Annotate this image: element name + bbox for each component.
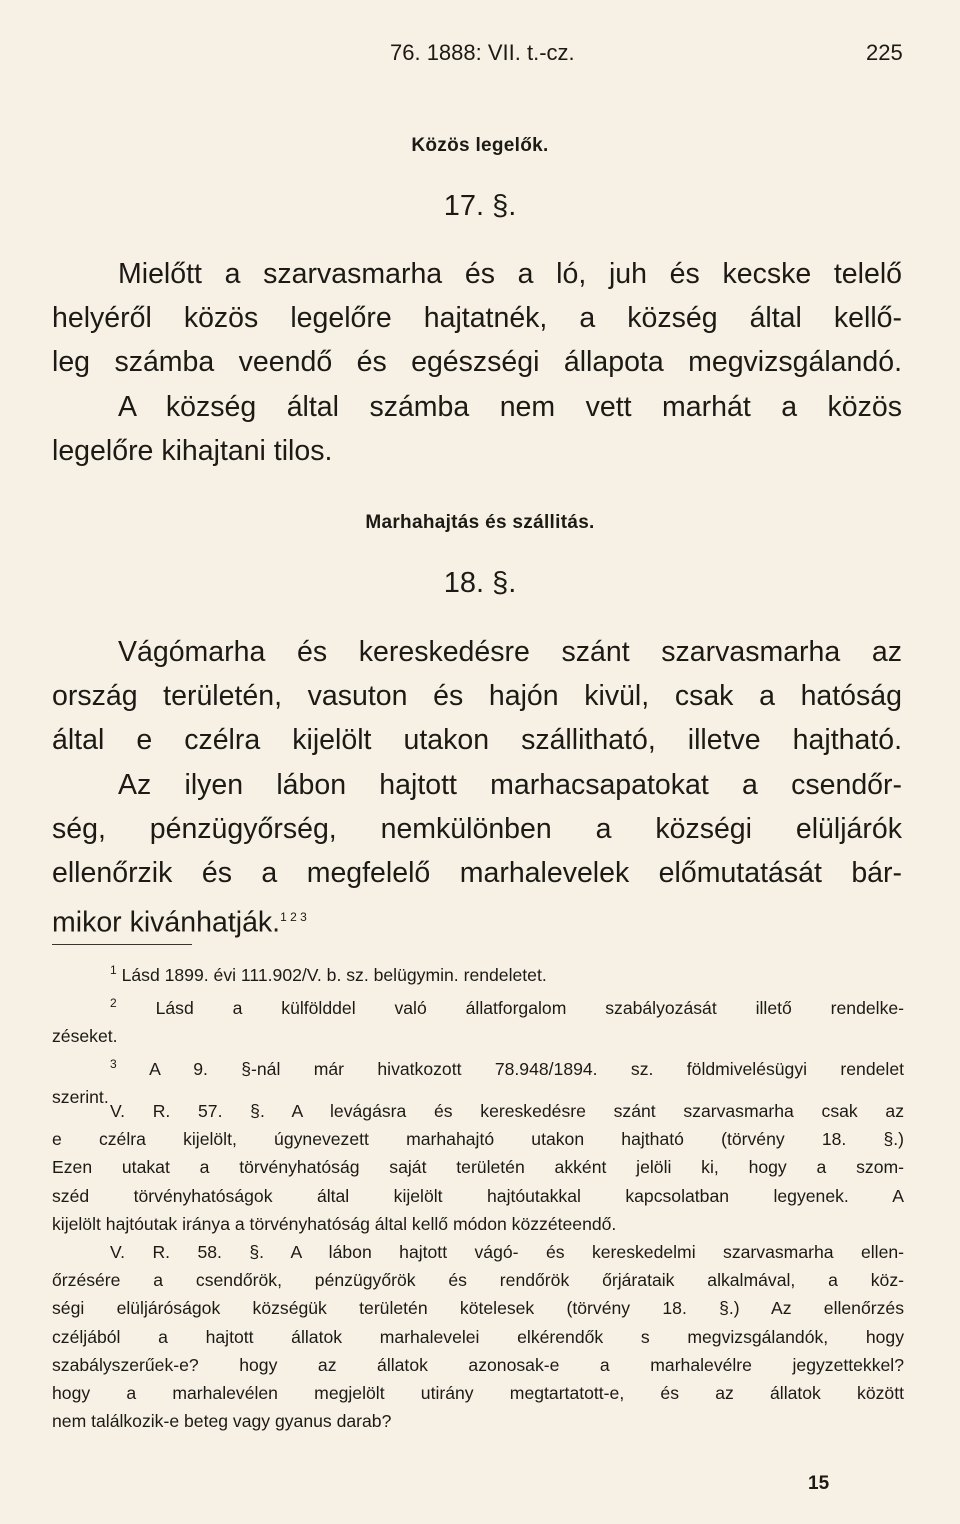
page-number: 225 (866, 40, 903, 65)
regulation-line: V. R. 57. §. A levágásra és kereskedésre szánt szarvasmarha csak az (110, 1101, 904, 1121)
body-line: legelőre kihajtani tilos. (52, 434, 333, 467)
body-line: A község által számba nem vett marhát a közös (118, 390, 902, 423)
footnote-3 (52, 1050, 904, 1083)
body-line: által e czélra kijelölt utakon szállitható, illetve hajtható. (52, 724, 902, 757)
body-line: ség, pénzügyőrség, nemkülönben a községi elüljárók (52, 812, 902, 845)
section-18-mark: 18. §. (443, 567, 517, 599)
body-line: ellenőrzik és a megfelelő marhalevelek előmutatását bár- (52, 857, 902, 890)
footnote-1 (52, 956, 904, 989)
body-line (52, 895, 902, 945)
regulation-line: Ezen utakat a törvényhatóság saját területén akként jelöli ki, hogy a szom- (52, 1157, 904, 1178)
footnote-text: A 9. §-nál már hivatkozott 78.948/1894. sz. földmivelésügyi rendelet (149, 1059, 904, 1080)
regulation-line: hogy a marhalevélen megjelölt utirány megtartatott-e, és az állatok között (52, 1383, 904, 1404)
section-17-title: Közös legelők. (411, 135, 549, 156)
regulation-line: e czélra kijelölt, úgynevezett marhahajtó utakon hajtható (törvény 18. §.) (52, 1129, 904, 1150)
footnote-marker: 1 (110, 963, 117, 977)
section-18-body (52, 630, 902, 945)
regulation-57 (52, 1097, 904, 1238)
regulation-line: széd törvényhatóságok által kijelölt hajtóutakkal kapcsolatban legyenek. A (52, 1185, 904, 1206)
regulation-line: nem találkozik-e beteg vagy gyanus darab? (52, 1411, 392, 1432)
signature-mark: 15 (808, 1473, 830, 1494)
body-line: ország területén, vasuton és hajón kivül, csak a hatóság (52, 680, 902, 713)
footnote-2 (52, 989, 904, 1022)
footnote-text: Lásd 1899. évi 111.902/V. b. sz. belügymin. rendeletet. (121, 964, 547, 985)
body-line-text: mikor kivánhatják. (52, 906, 281, 939)
regulation-line: kijelölt hajtóutak iránya a törvényhatóság által kellő módon közzéteendő. (52, 1213, 617, 1234)
footnote-2-cont: zéseket. (52, 1026, 118, 1047)
regulation-line: őrzésére a csendőrök, pénzügyőrök és rendőrök őrjárataik alkalmával, a köz- (52, 1270, 904, 1291)
body-line: Az ilyen lábon hajtott marhacsapatokat a csendőr- (118, 768, 902, 801)
body-line: leg számba veendő és egészségi állapota megvizsgálandó. (52, 346, 902, 379)
footnote-marker: 3 (110, 1057, 117, 1072)
regulation-line: szabályszerűek-e? hogy az állatok azonosak-e a marhalevélre jegyzettekkel? (52, 1354, 904, 1375)
section-17-body (52, 252, 902, 473)
section-17-mark: 17. §. (443, 190, 517, 222)
footnote-refs: 1 2 3 (280, 910, 307, 925)
footnote-3-cont: szerint. (52, 1087, 109, 1108)
footnotes (52, 956, 904, 1112)
footnote-divider (52, 944, 192, 945)
body-line: Mielőtt a szarvasmarha és a ló, juh és kecske telelő (118, 258, 902, 290)
section-18-title: Marhahajtás és szállitás. (365, 512, 595, 533)
body-line: Vágómarha és kereskedésre szánt szarvasmarha az (118, 636, 902, 668)
regulation-line: czéljából a hajtott állatok marhalevelei elkérendők s megvizsgálandók, hogy (52, 1326, 904, 1347)
regulation-line: V. R. 58. §. A lábon hajtott vágó- és kereskedelmi szarvasmarha ellen- (110, 1242, 904, 1262)
regulation-line: ségi elüljáróságok községük területén kötelesek (törvény 18. §.) Az ellenőrzés (52, 1298, 904, 1319)
regulation-58 (52, 1238, 904, 1435)
running-title: 76. 1888: VII. t.-cz. (390, 40, 575, 65)
footnote-marker: 2 (110, 996, 117, 1011)
footnote-text: Lásd a külfölddel való állatforgalom szabályozását illető rendelke- (155, 997, 905, 1018)
body-line: helyéről közös legelőre hajtatnék, a község által kellő- (52, 302, 902, 335)
